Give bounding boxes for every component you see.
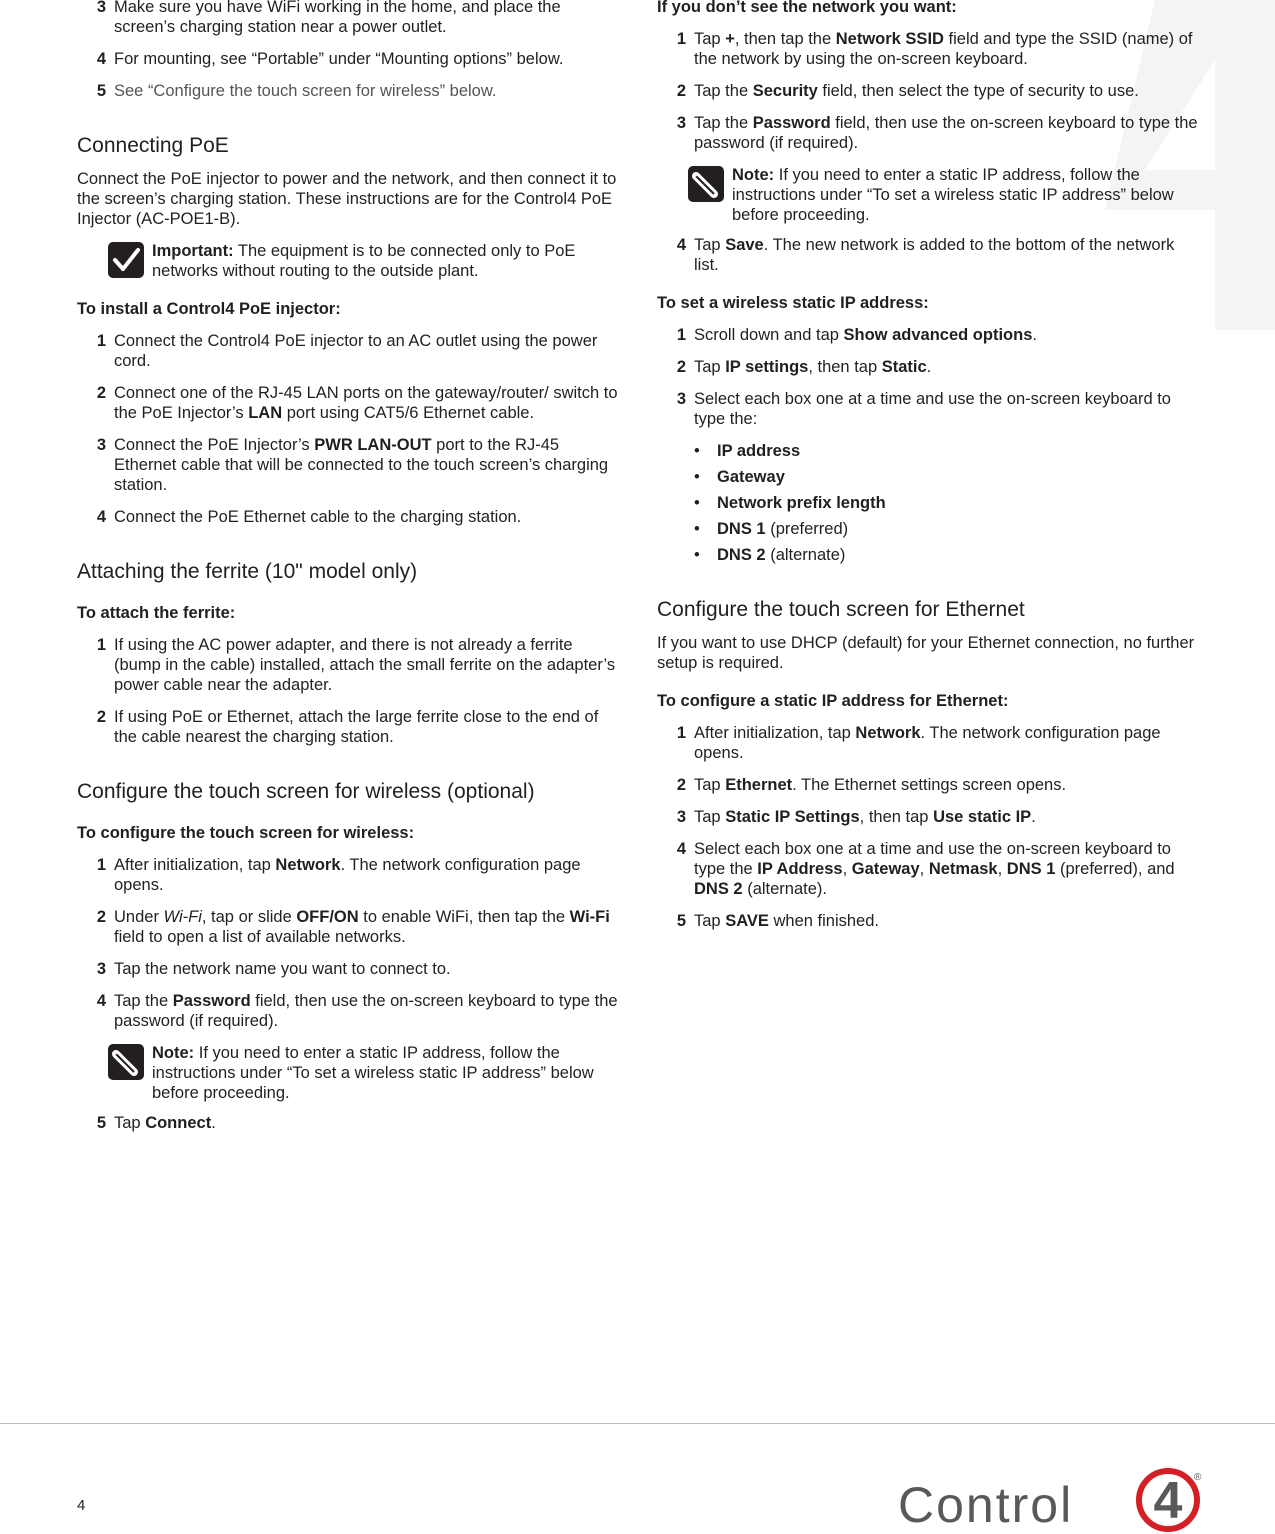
list-item: 2 If using PoE or Ethernet, attach the large ferrite close to the end of the cable nearest the charging station. <box>96 708 599 746</box>
list-item: 3 Select each box one at a time and use the on-screen keyboard to type the: <box>676 390 1171 428</box>
footer-divider <box>0 1423 1275 1424</box>
list-item: 3 Tap the Password field, then use the on-screen keyboard to type the password (if required). <box>676 114 1198 152</box>
list-item: 3 Tap Static IP Settings, then tap Use static IP. <box>676 808 1036 826</box>
section-heading-ethernet: Configure the touch screen for Ethernet <box>657 598 1025 621</box>
list-item: 5 Tap SAVE when finished. <box>676 912 879 930</box>
section-heading-poe: Connecting PoE <box>77 134 229 157</box>
checkmark-icon <box>107 241 145 279</box>
list-item: 4 Tap Save. The new network is added to the bottom of the network list. <box>676 236 1175 274</box>
left-column <box>77 0 619 1148</box>
list-item: 5 Tap Connect. <box>96 1114 216 1132</box>
bullet-item: • DNS 1 (preferred) <box>694 520 849 538</box>
field-bullet-list <box>694 441 1202 565</box>
section-heading-wireless: Configure the touch screen for wireless (optional) <box>77 780 535 803</box>
pencil-note-icon <box>107 1043 145 1081</box>
list-item: 1 After initialization, tap Network. The network configuration page opens. <box>676 724 1161 762</box>
list-item: 1 If using the AC power adapter, and there is not already a ferrite (bump in the cable) installed, attach the small ferrite on the adapter’s power cable near the adapter. <box>96 636 616 694</box>
list-item: 2 Under Wi-Fi, tap or slide OFF/ON to enable WiFi, then tap the Wi-Fi field to open a list of available networks. <box>96 908 610 946</box>
list-item: 5 See “Configure the touch screen for wireless” below. <box>96 82 497 100</box>
list-item: 4 Tap the Password field, then use the on-screen keyboard to type the password (if required). <box>96 992 618 1030</box>
note-callout: Note: If you need to enter a static IP address, follow the instructions under “To set a wireless static IP address” below before proceeding. <box>107 1043 619 1103</box>
procedure-title: If you don’t see the network you want: <box>657 0 957 16</box>
logo-mark: 4 <box>1153 1472 1183 1530</box>
logo-wordmark: Control <box>898 1477 1074 1533</box>
list-item: 1 Connect the Control4 PoE injector to an AC outlet using the power cord. <box>96 332 598 370</box>
list-item: 2 Connect one of the RJ-45 LAN ports on the gateway/router/ switch to the PoE Injector’s LAN port using CAT5/6 Ethernet cable. <box>96 384 618 422</box>
ethernet-intro: If you want to use DHCP (default) for your Ethernet connection, no further setup is required. <box>657 634 1195 672</box>
list-item: 1 After initialization, tap Network. The network configuration page opens. <box>96 856 581 894</box>
procedure-title: To configure a static IP address for Ethernet: <box>657 692 1009 710</box>
page-number: 4 <box>77 1497 86 1514</box>
procedure-title: To configure the touch screen for wireless: <box>77 824 415 842</box>
bullet-item: • IP address <box>694 442 801 460</box>
note-callout: Note: If you need to enter a static IP address, follow the instructions under “To set a wireless static IP address” below before proceeding. <box>687 165 1202 225</box>
bullet-item: • DNS 2 (alternate) <box>694 546 846 564</box>
list-item: 1 Tap +, then tap the Network SSID field and type the SSID (name) of the network by using the on-screen keyboard. <box>676 30 1193 68</box>
procedure-title: To install a Control4 PoE injector: <box>77 300 341 318</box>
list-item: 2 Tap Ethernet. The Ethernet settings screen opens. <box>676 776 1067 794</box>
bullet-item: • Gateway <box>694 468 785 486</box>
list-item: 4 Connect the PoE Ethernet cable to the charging station. <box>96 508 522 526</box>
list-item: 2 Tap IP settings, then tap Static. <box>676 358 932 376</box>
right-column <box>657 0 1202 946</box>
section-heading-ferrite: Attaching the ferrite (10" model only) <box>77 560 418 583</box>
list-item: 1 Scroll down and tap Show advanced options. <box>676 326 1037 344</box>
control4-logo <box>898 1466 1208 1534</box>
list-item: 3 Make sure you have WiFi working in the home, and place the screen’s charging station near a power outlet. <box>96 0 561 36</box>
list-item: 3 Tap the network name you want to connect to. <box>96 960 451 978</box>
list-item: 3 Connect the PoE Injector’s PWR LAN-OUT port to the RJ-45 Ethernet cable that will be connected to the touch screen’s charging station. <box>96 436 609 494</box>
registered-mark: ® <box>1194 1472 1202 1483</box>
list-item: 4 Select each box one at a time and use the on-screen keyboard to type the IP Address, Gateway, Netmask, DNS 1 (preferred), and DNS 2 (alternate). <box>676 840 1175 898</box>
pencil-note-icon <box>687 165 725 203</box>
poe-intro: Connect the PoE injector to power and the network, and then connect it to the screen’s charging station. These instructions are for the Control4 PoE Injector (AC-POE1-B). <box>77 170 617 228</box>
list-item: 2 Tap the Security field, then select the type of security to use. <box>676 82 1139 100</box>
list-item: 4 For mounting, see “Portable” under “Mounting options” below. <box>96 50 564 68</box>
bullet-item: • Network prefix length <box>694 494 886 512</box>
important-callout: Important: The equipment is to be connected only to PoE networks without routing to the outside plant. <box>107 241 619 281</box>
procedure-title: To attach the ferrite: <box>77 604 236 622</box>
procedure-title: To set a wireless static IP address: <box>657 294 929 312</box>
